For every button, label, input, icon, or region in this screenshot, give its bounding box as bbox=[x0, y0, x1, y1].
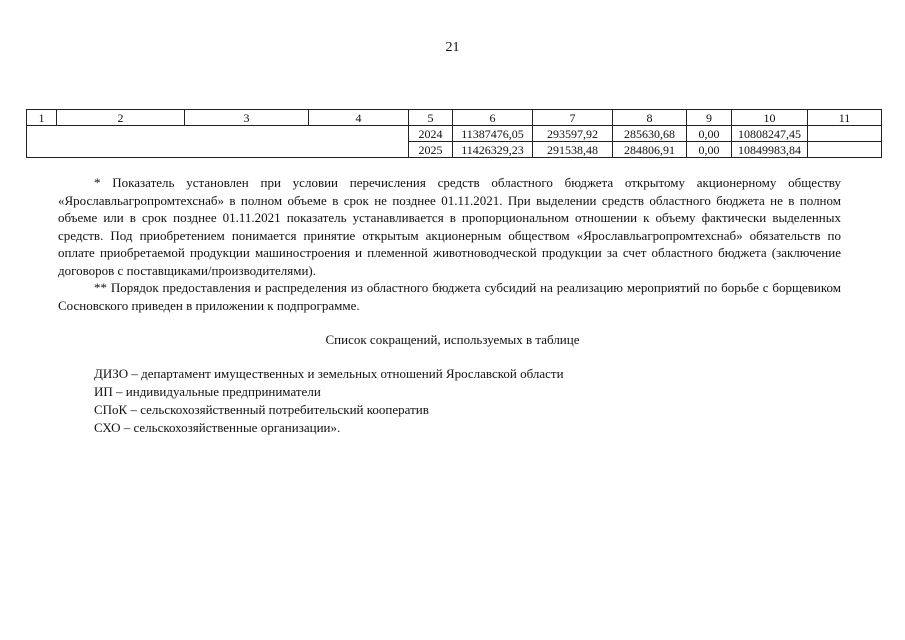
table-cell: 11387476,05 bbox=[453, 126, 533, 142]
column-header: 6 bbox=[453, 110, 533, 126]
empty-merged-cell bbox=[27, 126, 409, 158]
year-cell: 2025 bbox=[409, 142, 453, 158]
column-header: 1 bbox=[27, 110, 57, 126]
table-header-row bbox=[27, 110, 882, 126]
column-header: 7 bbox=[533, 110, 613, 126]
table-cell: 285630,68 bbox=[613, 126, 687, 142]
table-cell: 11426329,23 bbox=[453, 142, 533, 158]
table-cell: 10849983,84 bbox=[732, 142, 808, 158]
column-header: 5 bbox=[409, 110, 453, 126]
abbreviation-item: СПоК – сельскохозяйственный потребительский кооператив bbox=[94, 402, 429, 417]
abbreviations-title: Список сокращений, используемых в таблице bbox=[325, 332, 580, 347]
column-header: 2 bbox=[57, 110, 185, 126]
abbreviation-item: ДИЗО – департамент имущественных и земельных отношений Ярославской области bbox=[94, 366, 564, 381]
column-header: 11 bbox=[808, 110, 882, 126]
abbreviation-item: СХО – сельскохозяйственные организации». bbox=[94, 420, 341, 435]
table-cell: 10808247,45 bbox=[732, 126, 808, 142]
column-header: 4 bbox=[309, 110, 409, 126]
table-row bbox=[27, 126, 882, 142]
abbreviations-list bbox=[94, 365, 564, 437]
footnote-2: ** Порядок предоставления и распределения из областного бюджета субсидий на реализацию мероприятий по борьбе с борщевиком Сосновского приведен в приложении к подпрограмме. bbox=[58, 280, 841, 313]
table-cell: 0,00 bbox=[687, 142, 732, 158]
column-header: 10 bbox=[732, 110, 808, 126]
table-cell: 291538,48 bbox=[533, 142, 613, 158]
table-cell: 284806,91 bbox=[613, 142, 687, 158]
column-header: 9 bbox=[687, 110, 732, 126]
year-cell: 2024 bbox=[409, 126, 453, 142]
abbreviation-item: ИП – индивидуальные предприниматели bbox=[94, 384, 321, 399]
column-header: 3 bbox=[185, 110, 309, 126]
page-number: 21 bbox=[445, 40, 460, 55]
column-header: 8 bbox=[613, 110, 687, 126]
footnotes bbox=[58, 174, 841, 314]
table-cell: 293597,92 bbox=[533, 126, 613, 142]
footnote-1: * Показатель установлен при условии перечисления средств областного бюджета открытому акционерному обществу «Ярославльагропромтехснаб» в полном объеме в срок не позднее 01.11.2021. При выделении средств областного бюджета не в полном объеме или в срок позднее 01.11.2021 показатель устанавливается в пропорциональном отношении к объему фактически выделенных средств. Под приобретением понимается принятие открытым акционерным обществом «Ярославльагропромтехснаб» обязательств по оплате приобретаемой продукции машиностроения и племенной животноводческой продукции за счет областного бюджета (заключение договоров с поставщиками/производителями). bbox=[58, 175, 841, 278]
budget-table bbox=[26, 109, 882, 158]
table-cell bbox=[808, 126, 882, 142]
table-cell bbox=[808, 142, 882, 158]
table-cell: 0,00 bbox=[687, 126, 732, 142]
